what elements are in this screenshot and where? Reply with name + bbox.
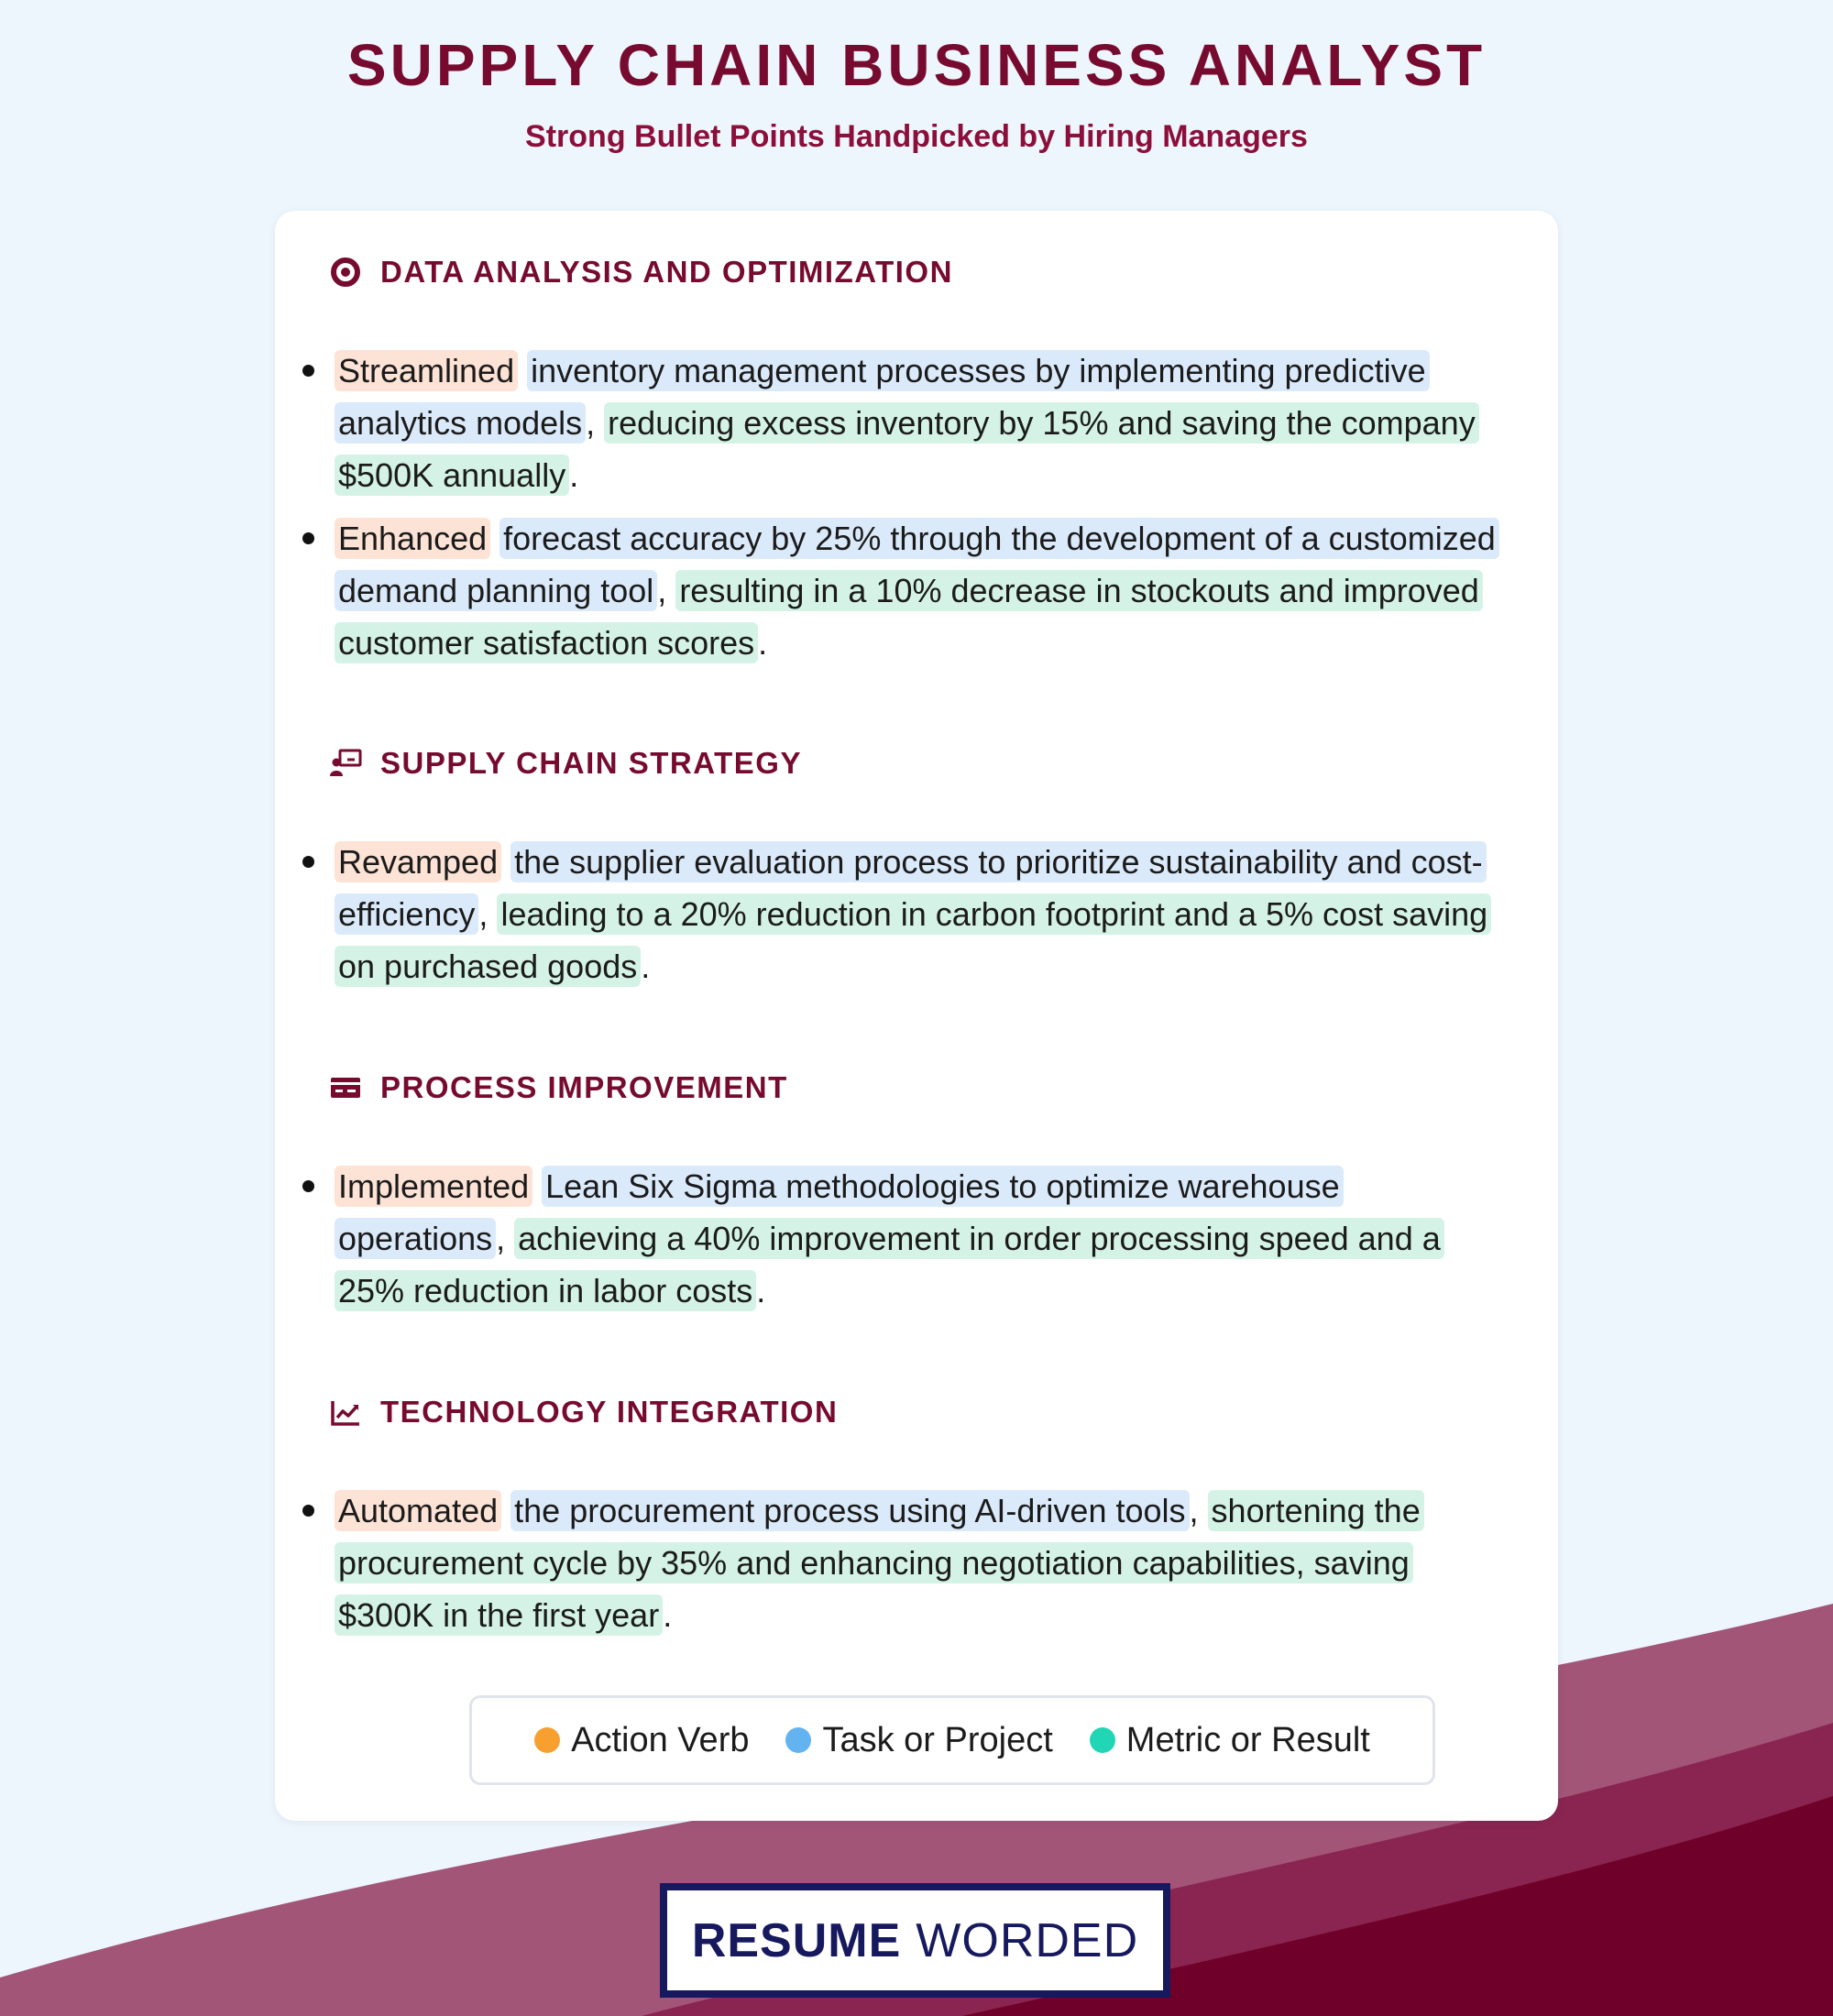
bullet-item [275,1160,1508,1317]
metric-text: achieving a 40% improvement in order processing speed and a 25% reduction in labor costs [335,1218,1444,1311]
legend-dot [1090,1727,1115,1753]
bullet-item [275,1485,1508,1641]
legend-item-task [785,1721,1052,1760]
separator: , [586,404,596,442]
metric-text: resulting in a 10% decrease in stockouts and improved customer satisfaction scores [335,570,1483,663]
section-header [275,1067,1558,1112]
separator: , [496,1220,506,1257]
section-title: DATA ANALYSIS AND OPTIMIZATION [380,255,953,289]
task-text: the procurement process using AI-driven tools [510,1490,1189,1531]
legend-item-metric [1090,1721,1370,1760]
end-punct: . [758,624,768,662]
page-subtitle: Strong Bullet Points Handpicked by Hiring Managers [525,119,1308,154]
bullet-item [275,345,1508,501]
bullet-dot [302,532,314,544]
bullet-item [275,512,1508,669]
task-text: forecast accuracy by 25% through the development of a customized demand planning tool [335,518,1499,611]
section-header [275,1391,1558,1437]
bullet-list [275,345,1558,669]
bullet-item [275,836,1508,992]
metric-text: shortening the procurement cycle by 35% and enhancing negotiation capabilities, saving $300K in the first year [335,1490,1424,1636]
card-icon [329,1071,362,1104]
bullet-dot [302,365,314,377]
section-header [275,742,1558,788]
legend-label: Task or Project [822,1720,1053,1759]
bullet-list [275,836,1558,992]
section-title: PROCESS IMPROVEMENT [380,1070,788,1104]
section-header [275,251,1558,297]
section-data-analysis [275,251,1558,662]
separator: , [478,895,488,933]
task-text: inventory management processes by implementing predictive analytics models [335,350,1430,444]
page-header [0,0,1833,155]
bullet-dot [302,1505,314,1517]
section-process-improvement [275,1067,1558,1309]
section-supply-chain-strategy [275,742,1558,985]
target-icon [329,256,362,289]
bullet-card [275,211,1558,1821]
legend-dot [785,1727,811,1753]
action-verb: Revamped [335,841,501,882]
section-technology-integration [275,1391,1558,1634]
bullet-list [275,1485,1558,1641]
end-punct: . [756,1272,766,1309]
action-verb: Enhanced [335,518,490,559]
legend-label: Action Verb [571,1720,750,1759]
task-text: the supplier evaluation process to prioritize sustainability and cost-efficiency [335,841,1487,935]
end-punct: . [569,456,579,494]
line-chart-icon [329,1396,362,1429]
legend-item-action-verb [534,1721,749,1760]
presenter-icon [329,747,362,780]
metric-text: leading to a 20% reduction in carbon footprint and a 5% cost saving on purchased goods [335,893,1491,987]
legend-label: Metric or Result [1125,1720,1370,1759]
resume-worded-logo[interactable] [660,1883,1170,1998]
separator: , [657,572,667,609]
highlight-legend [469,1695,1435,1785]
action-verb: Implemented [335,1166,532,1207]
logo-word-light: WORDED [916,1913,1139,1967]
separator: , [1189,1492,1199,1529]
metric-text: reducing excess inventory by 15% and saving the company $500K annually [335,402,1479,496]
bullet-dot [302,1180,314,1192]
action-verb: Streamlined [335,350,518,391]
task-text: Lean Six Sigma methodologies to optimize warehouse operations [335,1166,1344,1259]
bullet-list [275,1160,1558,1317]
bullet-dot [302,856,314,868]
section-title: TECHNOLOGY INTEGRATION [380,1395,839,1429]
legend-dot [534,1727,560,1753]
section-title: SUPPLY CHAIN STRATEGY [380,746,802,780]
action-verb: Automated [335,1490,501,1531]
logo-word-bold: RESUME [691,1913,902,1967]
end-punct: . [663,1596,673,1634]
end-punct: . [641,948,651,985]
page-title: SUPPLY CHAIN BUSINESS ANALYST [346,32,1487,98]
